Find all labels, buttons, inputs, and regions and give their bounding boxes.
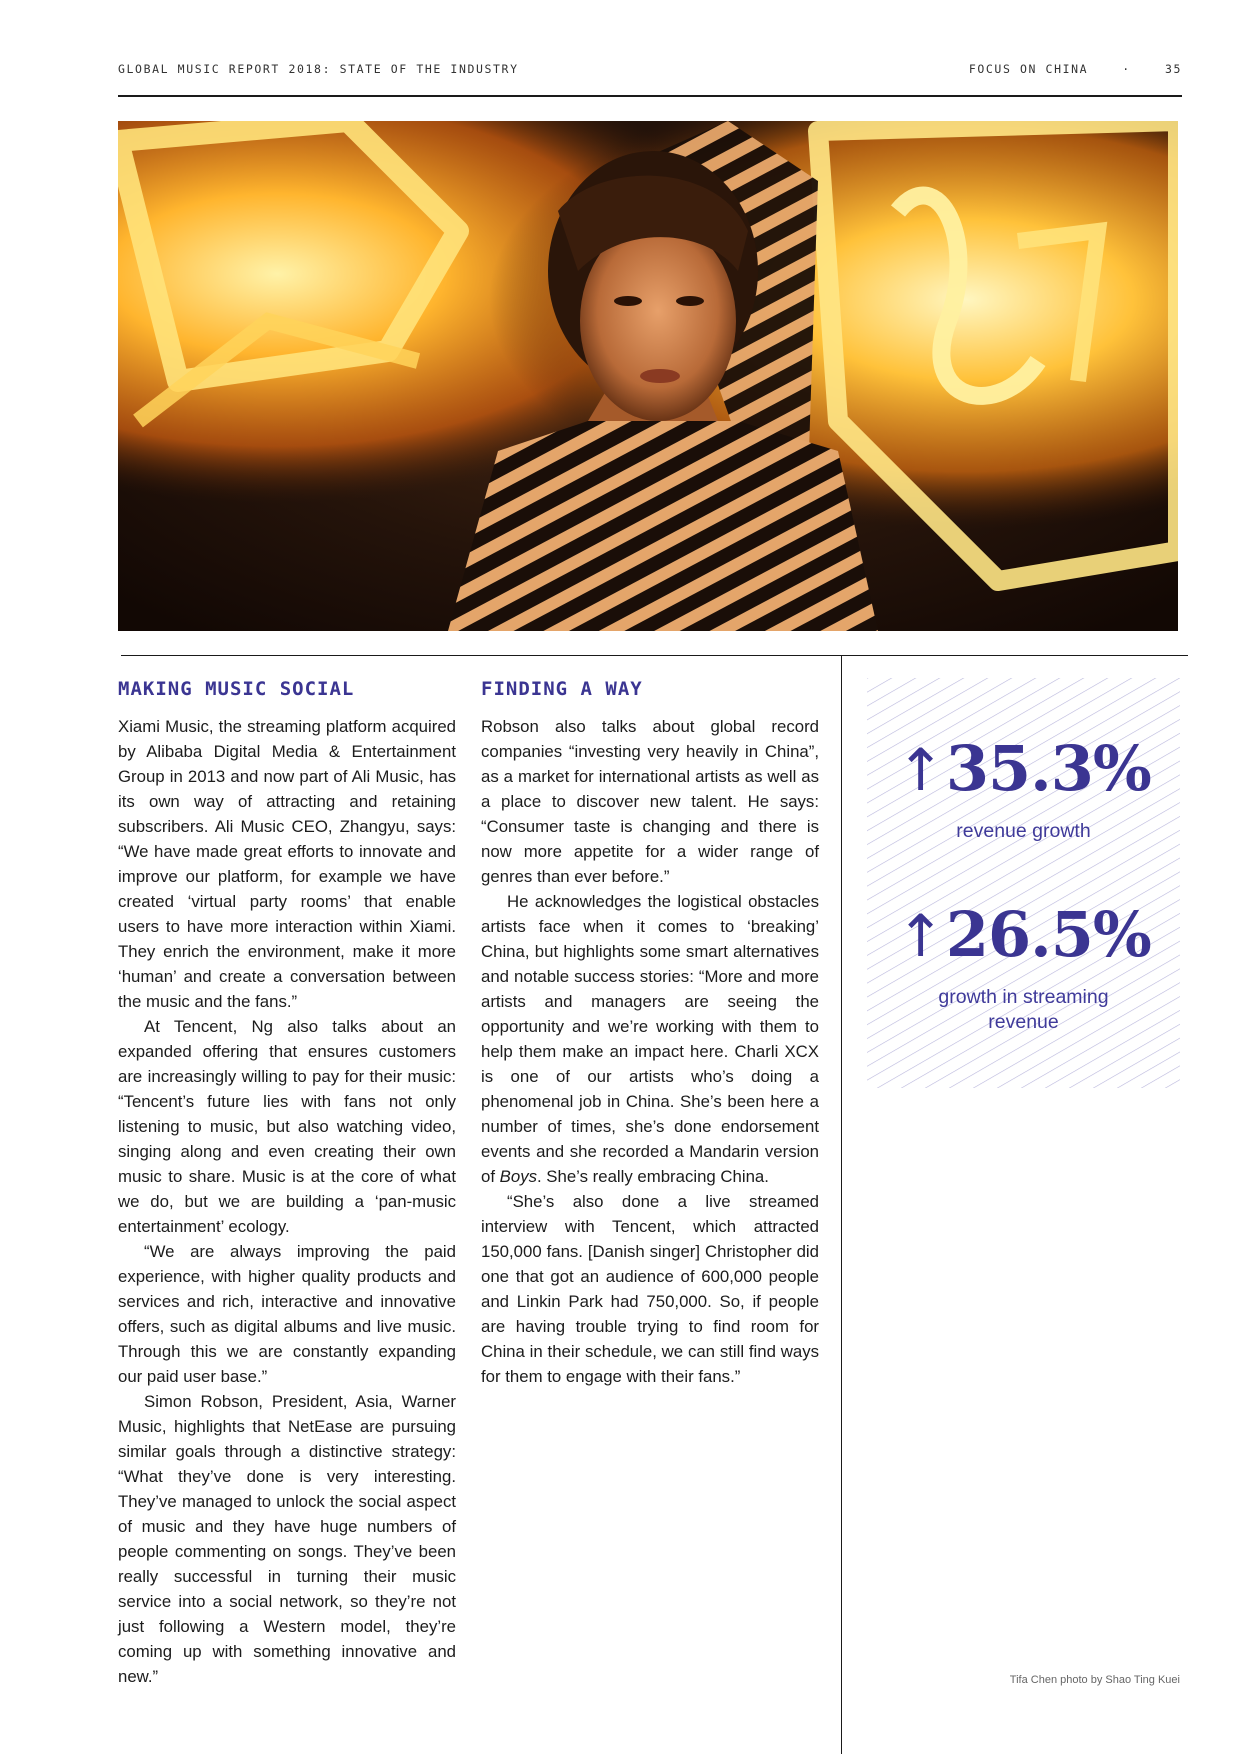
heading-making-music-social: MAKING MUSIC SOCIAL	[118, 678, 355, 700]
photo-credit: Tifa Chen photo by Shao Ting Kuei	[1009, 1674, 1180, 1686]
running-header	[118, 62, 1182, 78]
stat-label: growth in streaming revenue	[938, 986, 1109, 1033]
paragraph: At Tencent, Ng also talks about an expanded offering that ensures customers are increasingly willing to pay for their music: “Tencent’s future lies with fans not only listening to music, but also watching video, singing along and even creating their own music to share. Music is at the core of what we do, but we are building a ‘pan-music entertainment’ ecology.	[118, 1017, 456, 1236]
hero-photo	[118, 121, 1178, 631]
article-column-2	[481, 676, 819, 1389]
sidebar-rule	[841, 655, 842, 1754]
stat-figure	[867, 900, 1180, 971]
article-column-1	[118, 676, 456, 1689]
paragraph: “We are always improving the paid experience, with higher quality products and services and rich, interactive and innovative offers, such as digital albums and live music. Through this we are constantly expanding our paid user base.”	[118, 1242, 456, 1386]
stats-callout	[867, 678, 1180, 1088]
paragraph: Xiami Music, the streaming platform acquired by Alibaba Digital Media & Entertainment Group in 2013 and now part of Ali Music, has its own way of attracting and retaining subscribers. Ali Music CEO, Zhangyu, says: “We have made great efforts to innovate and improve our platform, for example we have created ‘virtual party rooms’ that enable users to have more interaction within Xiami. They enrich the environment, make it more ‘human’ and create a conversation between the music and the fans.”	[118, 717, 456, 1011]
paragraph-text: He acknowledges the logistical obstacles artists face when it comes to ‘breaking’ China, but highlights some smart alternatives and notable success stories: “More and more artists and managers are seeing the opportunity and we’re working with them to help them make an impact here. Charli XCX is one of our artists who’s doing a phenomenal job in China. She’s been here a number of times, she’s done endorsement events and she recorded a Mandarin version of	[481, 892, 819, 1186]
stat-revenue-growth	[867, 734, 1180, 844]
stat-figure	[867, 734, 1180, 805]
stat-value: 35.3%	[945, 732, 1151, 805]
song-title: Boys	[499, 1167, 537, 1186]
stat-value: 26.5%	[945, 898, 1151, 971]
section-title: FOCUS ON CHINA	[968, 62, 1089, 76]
up-arrow-icon: ↑	[896, 902, 944, 970]
header-separator: ·	[1122, 62, 1131, 76]
stat-streaming-growth	[867, 900, 1180, 1035]
up-arrow-icon: ↑	[896, 736, 944, 804]
section-and-page	[969, 62, 1182, 76]
paragraph-text: . She’s really embracing China.	[536, 1167, 769, 1186]
paragraph: “She’s also done a live streamed interview with Tencent, which attracted 150,000 fans. [Danish singer] Christopher did one that got an audience of 600,000 people and Linkin Park had 750,000. So, if people are having trouble trying to find room for China in their schedule, we can still find ways for them to engage with their fans.”	[481, 1192, 819, 1386]
paragraph	[481, 889, 819, 1189]
section-rule	[121, 655, 1188, 656]
report-title: GLOBAL MUSIC REPORT 2018: STATE OF THE INDUSTRY	[118, 62, 519, 76]
stat-label: revenue growth	[956, 820, 1091, 842]
page-number: 35	[1164, 62, 1182, 76]
header-rule	[118, 95, 1182, 97]
paragraph: Simon Robson, President, Asia, Warner Music, highlights that NetEase are pursuing similar goals through a distinctive strategy: “What they’ve done is very interesting. They’ve managed to unlock the social aspect of music and they have huge numbers of people commenting on songs. They’ve been really successful in turning their music service into a social network, so they’re not just following a Western model, they’re coming up with something innovative and new.”	[118, 1392, 456, 1686]
heading-finding-a-way: FINDING A WAY	[481, 678, 643, 700]
portrait-photo-icon	[118, 121, 1178, 631]
paragraph: Robson also talks about global record companies “investing very heavily in China”, as a market for international artists as well as a place to discover new talent. He says: “Consumer taste is changing and there is now more appetite for a wider range of genres than ever before.”	[481, 717, 819, 886]
